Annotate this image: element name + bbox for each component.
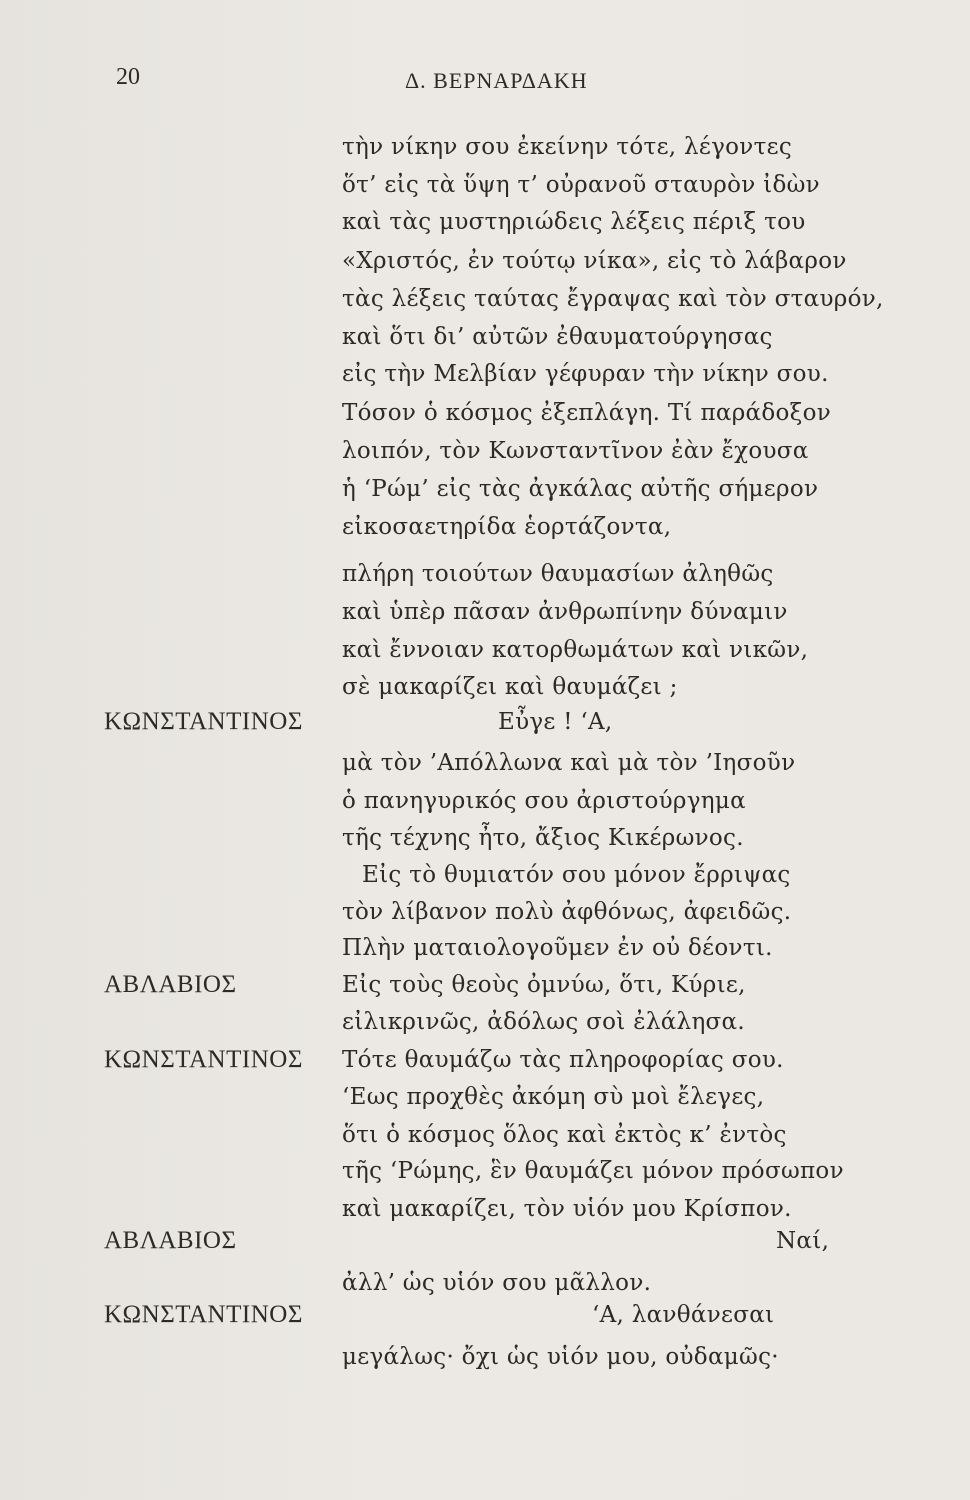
verse-line <box>0 318 970 356</box>
verse-text: «Χριστός, ἐν τούτῳ νίκα», εἰς τὸ λάβαρον <box>342 248 847 274</box>
verse-text: καὶ ἔννοιαν κατορθωμάτων καὶ νικῶν, <box>342 637 809 663</box>
verse-line <box>0 966 970 1004</box>
verse-line <box>0 593 970 631</box>
verse-text: λοιπόν, τὸν Κωνσταντῖνον ἐὰν ἔχουσα <box>342 438 809 464</box>
page-number: 20 <box>116 64 140 90</box>
verse-text: ‘Α, λανθάνεσαι <box>592 1302 775 1328</box>
verse-line <box>0 394 970 432</box>
verse-text: ἀλλ’ ὡς υἱόν σου μᾶλλον. <box>342 1270 652 1296</box>
verse-text: καὶ τὰς μυστηριώδεις λέξεις πέριξ του <box>342 209 806 235</box>
speaker-name: ΑΒΛΑΒΙΟΣ <box>104 1227 237 1254</box>
verse-text: εἰς τὴν Μελβίαν γέφυραν τὴν νίκην σου. <box>342 361 829 387</box>
verse-text: τὰς λέξεις ταύτας ἔγραψας καὶ τὸν σταυρόν, <box>342 286 884 312</box>
verse-text: τὴν νίκην σου ἐκείνην τότε, λέγοντες <box>342 134 793 160</box>
verse-text: Εἰς τὸ θυμιατόν σου μόνον ἔρριψας <box>362 862 791 888</box>
verse-text: τῆς ‘Ρώμης, ἓν θαυμάζει μόνον πρόσωπον <box>342 1158 844 1184</box>
verse-line <box>0 128 970 166</box>
verse-line <box>0 668 970 706</box>
verse-line <box>0 1003 970 1041</box>
verse-line <box>0 1041 970 1079</box>
verse-line <box>0 555 970 593</box>
verse-text: ὅτ’ εἰς τὰ ὕψη τ’ οὐρανοῦ σταυρὸν ἰδὼν <box>342 172 820 198</box>
verse-line <box>0 1116 970 1154</box>
verse-line <box>0 355 970 393</box>
verse-line <box>0 631 970 669</box>
verse-line <box>0 819 970 857</box>
verse-text: τῆς τέχνης ἦτο, ἄξιος Κικέρωνος. <box>342 825 744 851</box>
verse-line <box>0 166 970 204</box>
verse-line <box>0 893 970 931</box>
verse-text: Πλὴν ματαιολογοῦμεν ἐν οὐ δέοντι. <box>342 935 773 961</box>
verse-text: ἡ ‘Ρώμ’ εἰς τὰς ἀγκάλας αὐτῆς σήμερον <box>342 476 819 502</box>
speaker-name: ΚΩΝΣΤΑΝΤΙΝΟΣ <box>104 1046 303 1073</box>
verse-line <box>0 1222 970 1260</box>
verse-text: εἰλικρινῶς, ἀδόλως σοὶ ἐλάλησα. <box>342 1009 745 1035</box>
verse-text: καὶ ὑπὲρ πᾶσαν ἀνθρωπίνην δύναμιν <box>342 599 788 625</box>
verse-text: Εἰς τοὺς θεοὺς ὀμνύω, ὅτι, Κύριε, <box>342 972 746 998</box>
verse-line <box>0 280 970 318</box>
verse-line <box>0 470 970 508</box>
running-head: Δ. ΒΕΡΝΑΡΔΑΚΗ <box>405 68 588 93</box>
speaker-name: ΚΩΝΣΤΑΝΤΙΝΟΣ <box>104 708 303 735</box>
verse-line <box>0 508 970 546</box>
verse-line <box>0 744 970 782</box>
verse-text: ‘Εως προχθὲς ἀκόμη σὺ μοὶ ἔλεγες, <box>342 1084 765 1110</box>
verse-text: μὰ τὸν ’Απόλλωνα καὶ μὰ τὸν ’Ιησοῦν <box>342 750 796 776</box>
verse-text: ὅτι ὁ κόσμος ὅλος καὶ ἐκτὸς κ’ ἐντὸς <box>342 1122 787 1148</box>
verse-line <box>0 242 970 280</box>
verse-text: καὶ μακαρίζει, τὸν υἱόν μου Κρίσπον. <box>342 1196 792 1222</box>
verse-text: καὶ ὅτι δι’ αὐτῶν ἐθαυματούργησας <box>342 324 773 350</box>
verse-text: Εὖγε ! ‘Α, <box>498 709 613 735</box>
speaker-name: ΑΒΛΑΒΙΟΣ <box>104 971 237 998</box>
verse-line <box>0 782 970 820</box>
verse-text: σὲ μακαρίζει καὶ θαυμάζει ; <box>342 674 678 700</box>
verse-text: εἰκοσαετηρίδα ἑορτάζοντα, <box>342 514 672 540</box>
verse-text: Τότε θαυμάζω τὰς πληροφορίας σου. <box>342 1047 784 1073</box>
speaker-name: ΚΩΝΣΤΑΝΤΙΝΟΣ <box>104 1301 303 1328</box>
verse-line <box>0 1152 970 1190</box>
verse-text: τὸν λίβανον πολὺ ἀφθόνως, ἀφειδῶς. <box>342 899 792 925</box>
verse-line <box>0 856 970 894</box>
verse-line <box>0 1338 970 1376</box>
verse-text: ὁ πανηγυρικός σου ἀριστούργημα <box>342 788 746 814</box>
verse-line <box>0 203 970 241</box>
verse-line <box>0 432 970 470</box>
verse-line <box>0 703 970 741</box>
verse-text: μεγάλως· ὄχι ὡς υἱόν μου, οὐδαμῶς· <box>342 1344 779 1370</box>
verse-line <box>0 929 970 967</box>
verse-text: πλήρη τοιούτων θαυμασίων ἀληθῶς <box>342 561 774 587</box>
verse-text: Ναί, <box>776 1228 830 1254</box>
verse-line <box>0 1078 970 1116</box>
verse-text: Τόσον ὁ κόσμος ἐξεπλάγη. Τί παράδοξον <box>342 400 832 426</box>
verse-line <box>0 1296 970 1334</box>
